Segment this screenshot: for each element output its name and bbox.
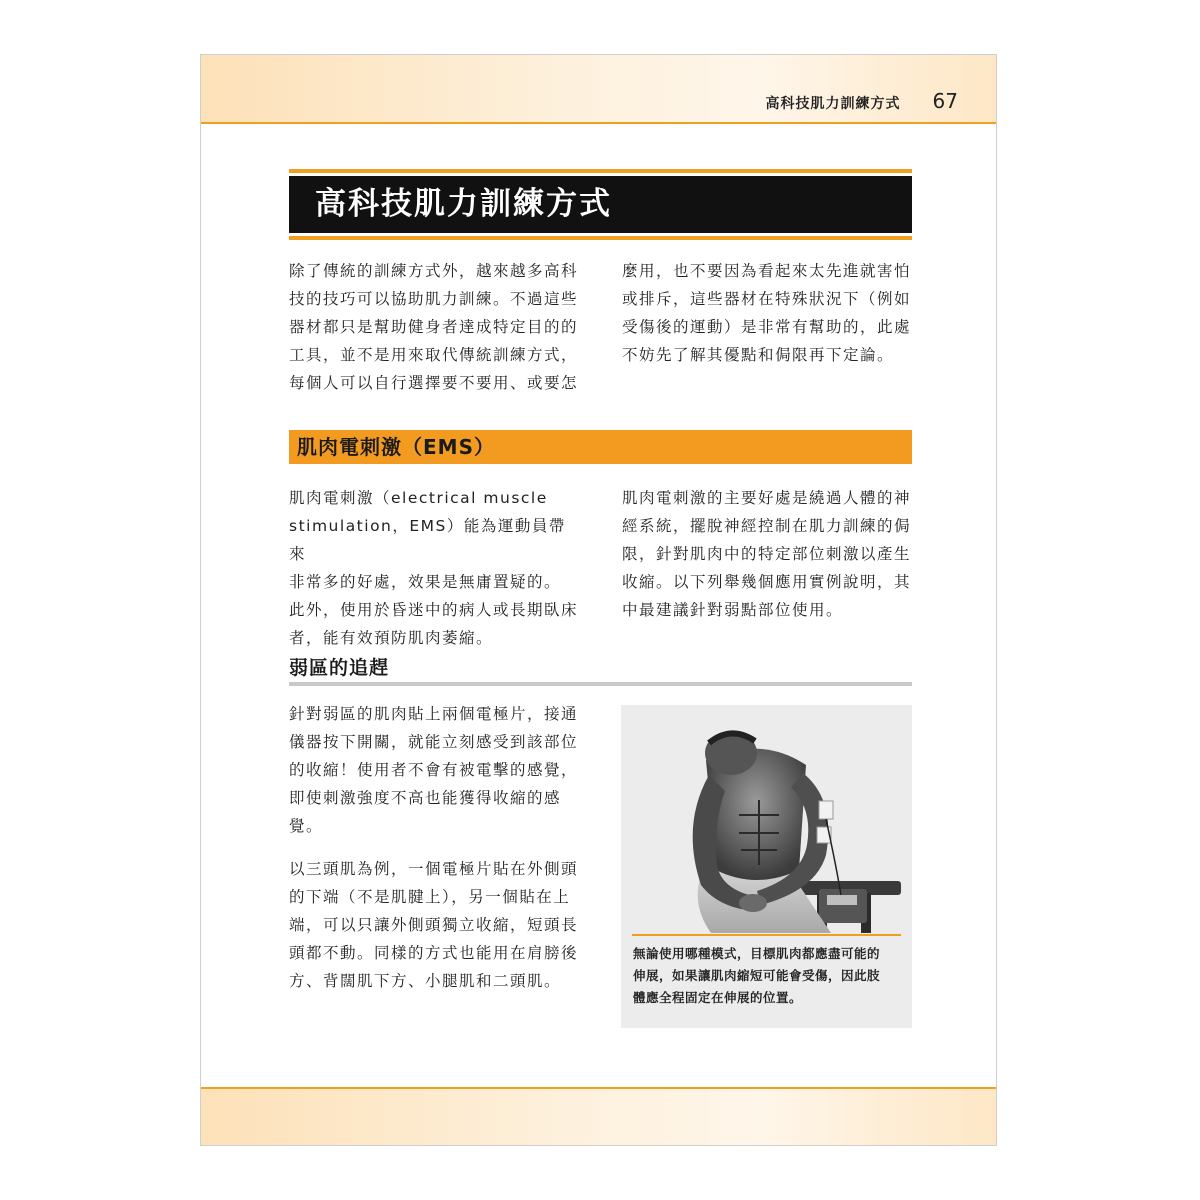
- text-line: 技的技巧可以協助肌力訓練。不過這些: [289, 290, 579, 308]
- text-line: 除了傳統的訓練方式外，越來越多高科: [289, 262, 579, 280]
- figure-caption: [633, 943, 901, 1009]
- ems-right-column: [622, 484, 912, 624]
- text-line: 每個人可以自行選擇要不要用、或要怎: [289, 374, 579, 392]
- intro-left-column: [289, 257, 579, 397]
- text-line: 者，能有效預防肌肉萎縮。: [289, 629, 494, 647]
- ems-section-heading: [289, 430, 912, 464]
- ems-heading-text: 肌肉電刺激（EMS）: [297, 435, 495, 459]
- text-line: 方、背闊肌下方、小腿肌和二頭肌。: [289, 972, 562, 990]
- caption-line: 伸展，如果讓肌肉縮短可能會受傷，因此肢: [633, 968, 881, 983]
- text-line: 限，針對肌肉中的特定部位刺激以產生: [622, 545, 912, 563]
- ems-figure: [621, 705, 912, 1028]
- text-line: 或排斥，這些器材在特殊狀況下（例如: [622, 290, 912, 308]
- text-line: 頭都不動。同樣的方式也能用在肩膀後: [289, 944, 579, 962]
- text-line: 不妨先了解其優點和侷限再下定論。: [622, 346, 895, 364]
- text-line: 端，可以只讓外側頭獨立收縮，短頭長: [289, 916, 579, 934]
- header-band: [201, 55, 996, 124]
- text-line: 覺。: [289, 817, 324, 835]
- weak-para-2: [289, 855, 579, 995]
- text-line: 收縮。以下列舉幾個應用實例說明，其: [622, 573, 912, 591]
- text-line: 受傷後的運動）是非常有幫助的，此處: [622, 318, 912, 336]
- text-line: 針對弱區的肌肉貼上兩個電極片，接通: [289, 705, 579, 723]
- title-bottom-rule: [289, 236, 912, 240]
- weak-area-heading: 弱區的追趕: [289, 657, 390, 679]
- caption-rule: [632, 934, 901, 936]
- text-line: 的下端（不是肌腱上），另一個貼在上: [289, 888, 571, 906]
- text-line: 即使刺激強度不高也能獲得收縮的感: [289, 789, 562, 807]
- text-line: 經系統，擺脫神經控制在肌力訓練的侷: [622, 517, 912, 535]
- text-line: 的收縮！使用者不會有被電擊的感覺，: [289, 761, 579, 779]
- running-title: 高科技肌力訓練方式: [765, 96, 901, 112]
- weak-area-rule: [289, 682, 912, 686]
- text-line: 肌肉電刺激（electrical muscle: [289, 489, 548, 507]
- page-number: 67: [932, 89, 958, 113]
- book-page: [200, 54, 997, 1146]
- text-line: 工具，並不是用來取代傳統訓練方式，: [289, 346, 579, 364]
- intro-right-column: [622, 257, 912, 369]
- text-line: 此外，使用於昏迷中的病人或長期臥床: [289, 601, 579, 619]
- text-line: 中最建議針對弱點部位使用。: [622, 601, 844, 619]
- caption-line: 無論使用哪種模式，目標肌肉都應盡可能的: [633, 946, 881, 961]
- weak-para-1: [289, 700, 579, 840]
- athlete-ems-photo: [621, 705, 912, 933]
- text-line: 器材都只是幫助健身者達成特定目的的: [289, 318, 579, 336]
- text-line: 麼用，也不要因為看起來太先進就害怕: [622, 262, 912, 280]
- text-line: 儀器按下開關，就能立刻感受到該部位: [289, 733, 579, 751]
- ems-left-column: [289, 484, 579, 652]
- text-line: 非常多的好處，效果是無庸置疑的。: [289, 573, 562, 591]
- text-line: 以三頭肌為例，一個電極片貼在外側頭: [289, 860, 579, 878]
- caption-line: 體應全程固定在伸展的位置。: [633, 990, 803, 1005]
- text-line: stimulation，EMS）能為運動員帶來: [289, 517, 566, 563]
- main-title-block: [289, 169, 912, 240]
- main-title: 高科技肌力訓練方式: [289, 176, 912, 233]
- text-line: 肌肉電刺激的主要好處是繞過人體的神: [622, 489, 912, 507]
- running-head: [766, 89, 958, 113]
- footer-band: [201, 1087, 996, 1145]
- title-top-rule: [289, 169, 912, 173]
